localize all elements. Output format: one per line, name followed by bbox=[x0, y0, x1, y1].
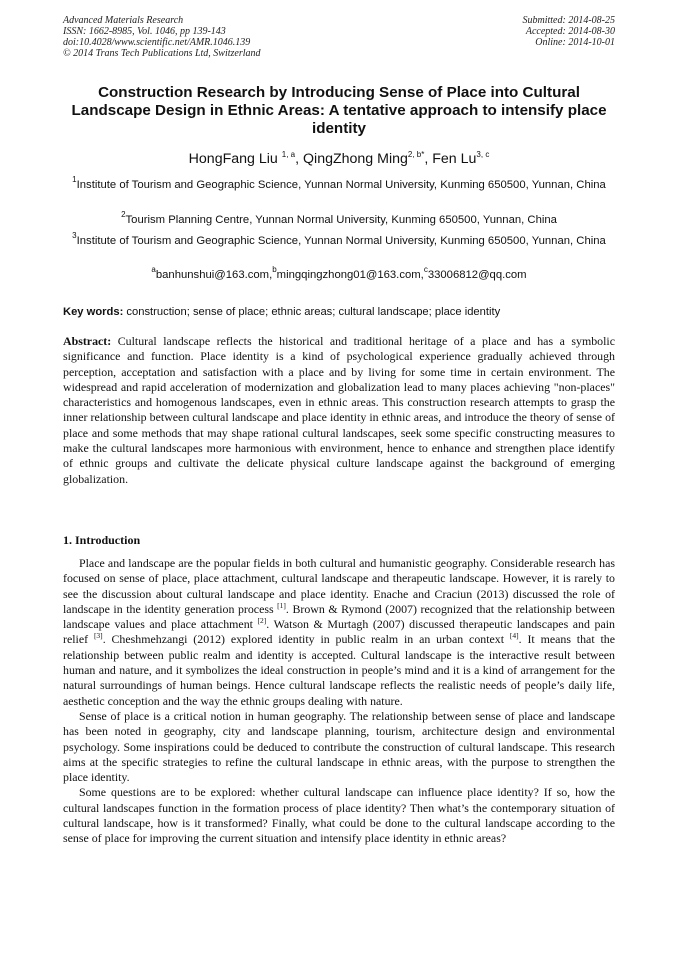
affiliation-2 bbox=[70, 210, 608, 228]
affiliation-text: Institute of Tourism and Geographic Science, Yunnan Normal University, Kunming 650500, Yunnan, China bbox=[76, 235, 606, 247]
email-address: 33006812@qq.com bbox=[427, 269, 527, 281]
abstract-label: Abstract: bbox=[63, 334, 112, 348]
journal-doi: doi:10.4028/www.scientific.net/AMR.1046.139 bbox=[63, 37, 251, 48]
citation-ref: [4] bbox=[509, 631, 519, 641]
keywords-label: Key words: bbox=[63, 306, 124, 318]
author-separator: , bbox=[295, 151, 303, 167]
section-heading: 1. Introduction bbox=[63, 533, 141, 547]
keywords bbox=[63, 305, 623, 320]
accepted-date: Accepted: 2014-08-30 bbox=[525, 26, 615, 37]
abstract bbox=[63, 334, 615, 487]
citation-ref: [3] bbox=[93, 631, 103, 641]
paragraph: Some questions are to be explored: whether cultural landscape can influence place identity? If so, how the cultural landscapes function in the formation process of place identity? Then what’s the contemporary situation of cultural landscape, how is it transformed? Finally, what could be done to the cultural landscape according to the sense of place for improving the current situation and intensify place identity in ethnic areas? bbox=[63, 785, 615, 846]
paragraph bbox=[63, 556, 615, 709]
email-separator: , bbox=[269, 269, 273, 281]
author-list bbox=[60, 150, 618, 168]
author-separator: , bbox=[424, 151, 433, 167]
submitted-date: Submitted: 2014-08-25 bbox=[522, 15, 615, 26]
author-name: QingZhong Ming bbox=[303, 151, 408, 167]
paragraph-text: . It means that the relationship between public realm and identity is accepted. Cultural landscape is the interactive result between human and nature, and it symbolizes the ideal construction in people’s mind and it is a kind of arrangement for the natural surroundings of human beings. Hence cultural landscape reflects the realistic needs of people’s daily life, aesthetic conception and the way the ethnic groups dealing with nature. bbox=[63, 632, 615, 708]
journal-issn: ISSN: 1662-8985, Vol. 1046, pp 139-143 bbox=[63, 26, 226, 37]
email-superscript: c bbox=[423, 265, 428, 274]
paper-title: Construction Research by Introducing Sense of Place into Cultural Landscape Design in Ethnic Areas: A tentative approach to intensify place identity bbox=[71, 84, 607, 137]
abstract-text: Cultural landscape reflects the historical and traditional heritage of a place and has a symbolic significance and function. Place identity is a kind of psychological experience gradually achieved through perception, acceptation and satisfaction with a place and by living for some time in certain environment. The widespread and rapid acceleration of modernization and globalization lead to many places achieving "non-places" characteristics and homogenous landscapes, even in ethnic areas. This construction research attempts to grasp the inner relationship between cultural landscape and place identity in ethnic areas, and introduce the theory of sense of place and some methods that may shape rational cultural landscapes, seek some specific constructing measures to make the cultural landscapes more harmonious with environment, hence to enhance and strengthen place identify of ethnic groups and cultivate the delicate physical culture landscape against the background of emerging globalization. bbox=[63, 334, 615, 486]
introduction-body bbox=[63, 556, 615, 847]
citation-ref: [2] bbox=[257, 616, 267, 626]
affiliation-number: 2 bbox=[121, 210, 126, 219]
email-address: mingqingzhong01@163.com bbox=[276, 269, 421, 281]
online-date: Online: 2014-10-01 bbox=[535, 37, 615, 48]
email-address: banhunshui@163.com bbox=[155, 269, 270, 281]
affiliation-text: Tourism Planning Centre, Yunnan Normal University, Kunming 650500, Yunnan, China bbox=[125, 214, 557, 226]
author-name: Fen Lu bbox=[432, 151, 477, 167]
author-name: HongFang Liu bbox=[188, 151, 278, 167]
paragraph-text: . Brown & Rymond (2007) recognized that the relationship between landscape values and place attachment bbox=[63, 601, 615, 632]
author-superscript: 3, c bbox=[476, 150, 490, 159]
author-superscript: 2, b* bbox=[407, 150, 425, 159]
journal-header bbox=[63, 15, 261, 59]
paragraph-text: . Watson & Murtagh (2007) discussed therapeutic landscapes and pain relief bbox=[63, 617, 615, 647]
paragraph: Sense of place is a critical notion in human geography. The relationship between sense of place and landscape has been noted in geography, city and landscape planning, tourism, architecture design and environmental psychology. Some inspirations could be deduced to contribute the construction of cultural landscape. This research aims at the specific strategies to refine the cultural landscape in ethnic areas, with the purpose to strengthen the place identity. bbox=[63, 708, 615, 785]
affiliation-text: Institute of Tourism and Geographic Science, Yunnan Normal University, Kunming 650500, Yunnan, China bbox=[76, 179, 606, 191]
email-superscript: a bbox=[151, 265, 156, 274]
affiliation-number: 1 bbox=[72, 175, 77, 184]
journal-copyright: © 2014 Trans Tech Publications Ltd, Switzerland bbox=[63, 48, 261, 59]
journal-name: Advanced Materials Research bbox=[63, 15, 184, 26]
affiliation-1 bbox=[70, 175, 608, 193]
paragraph-text: . Cheshmehzangi (2012) explored identity in public realm in an urban context bbox=[102, 632, 510, 647]
keywords-text: construction; sense of place; ethnic areas; cultural landscape; place identity bbox=[126, 306, 501, 318]
author-superscript: 1, a bbox=[281, 150, 296, 159]
email-separator: , bbox=[420, 269, 424, 281]
affiliation-3 bbox=[70, 231, 608, 249]
author-emails bbox=[60, 265, 618, 283]
affiliation-number: 3 bbox=[72, 231, 77, 240]
email-superscript: b bbox=[272, 265, 277, 274]
citation-ref: [1] bbox=[277, 600, 286, 610]
publication-dates bbox=[523, 15, 616, 48]
paragraph-text: Place and landscape are the popular fields in both cultural and humanistic geography. Considerable research has focused on sense of place, place attachment, cultural landscape and therapeutic landscape. However, it is rarely to see the discussion about cultural landscape and place identity. Enache and Craciun (2013) discussed the role of landscape in the identity generation process bbox=[63, 556, 615, 616]
